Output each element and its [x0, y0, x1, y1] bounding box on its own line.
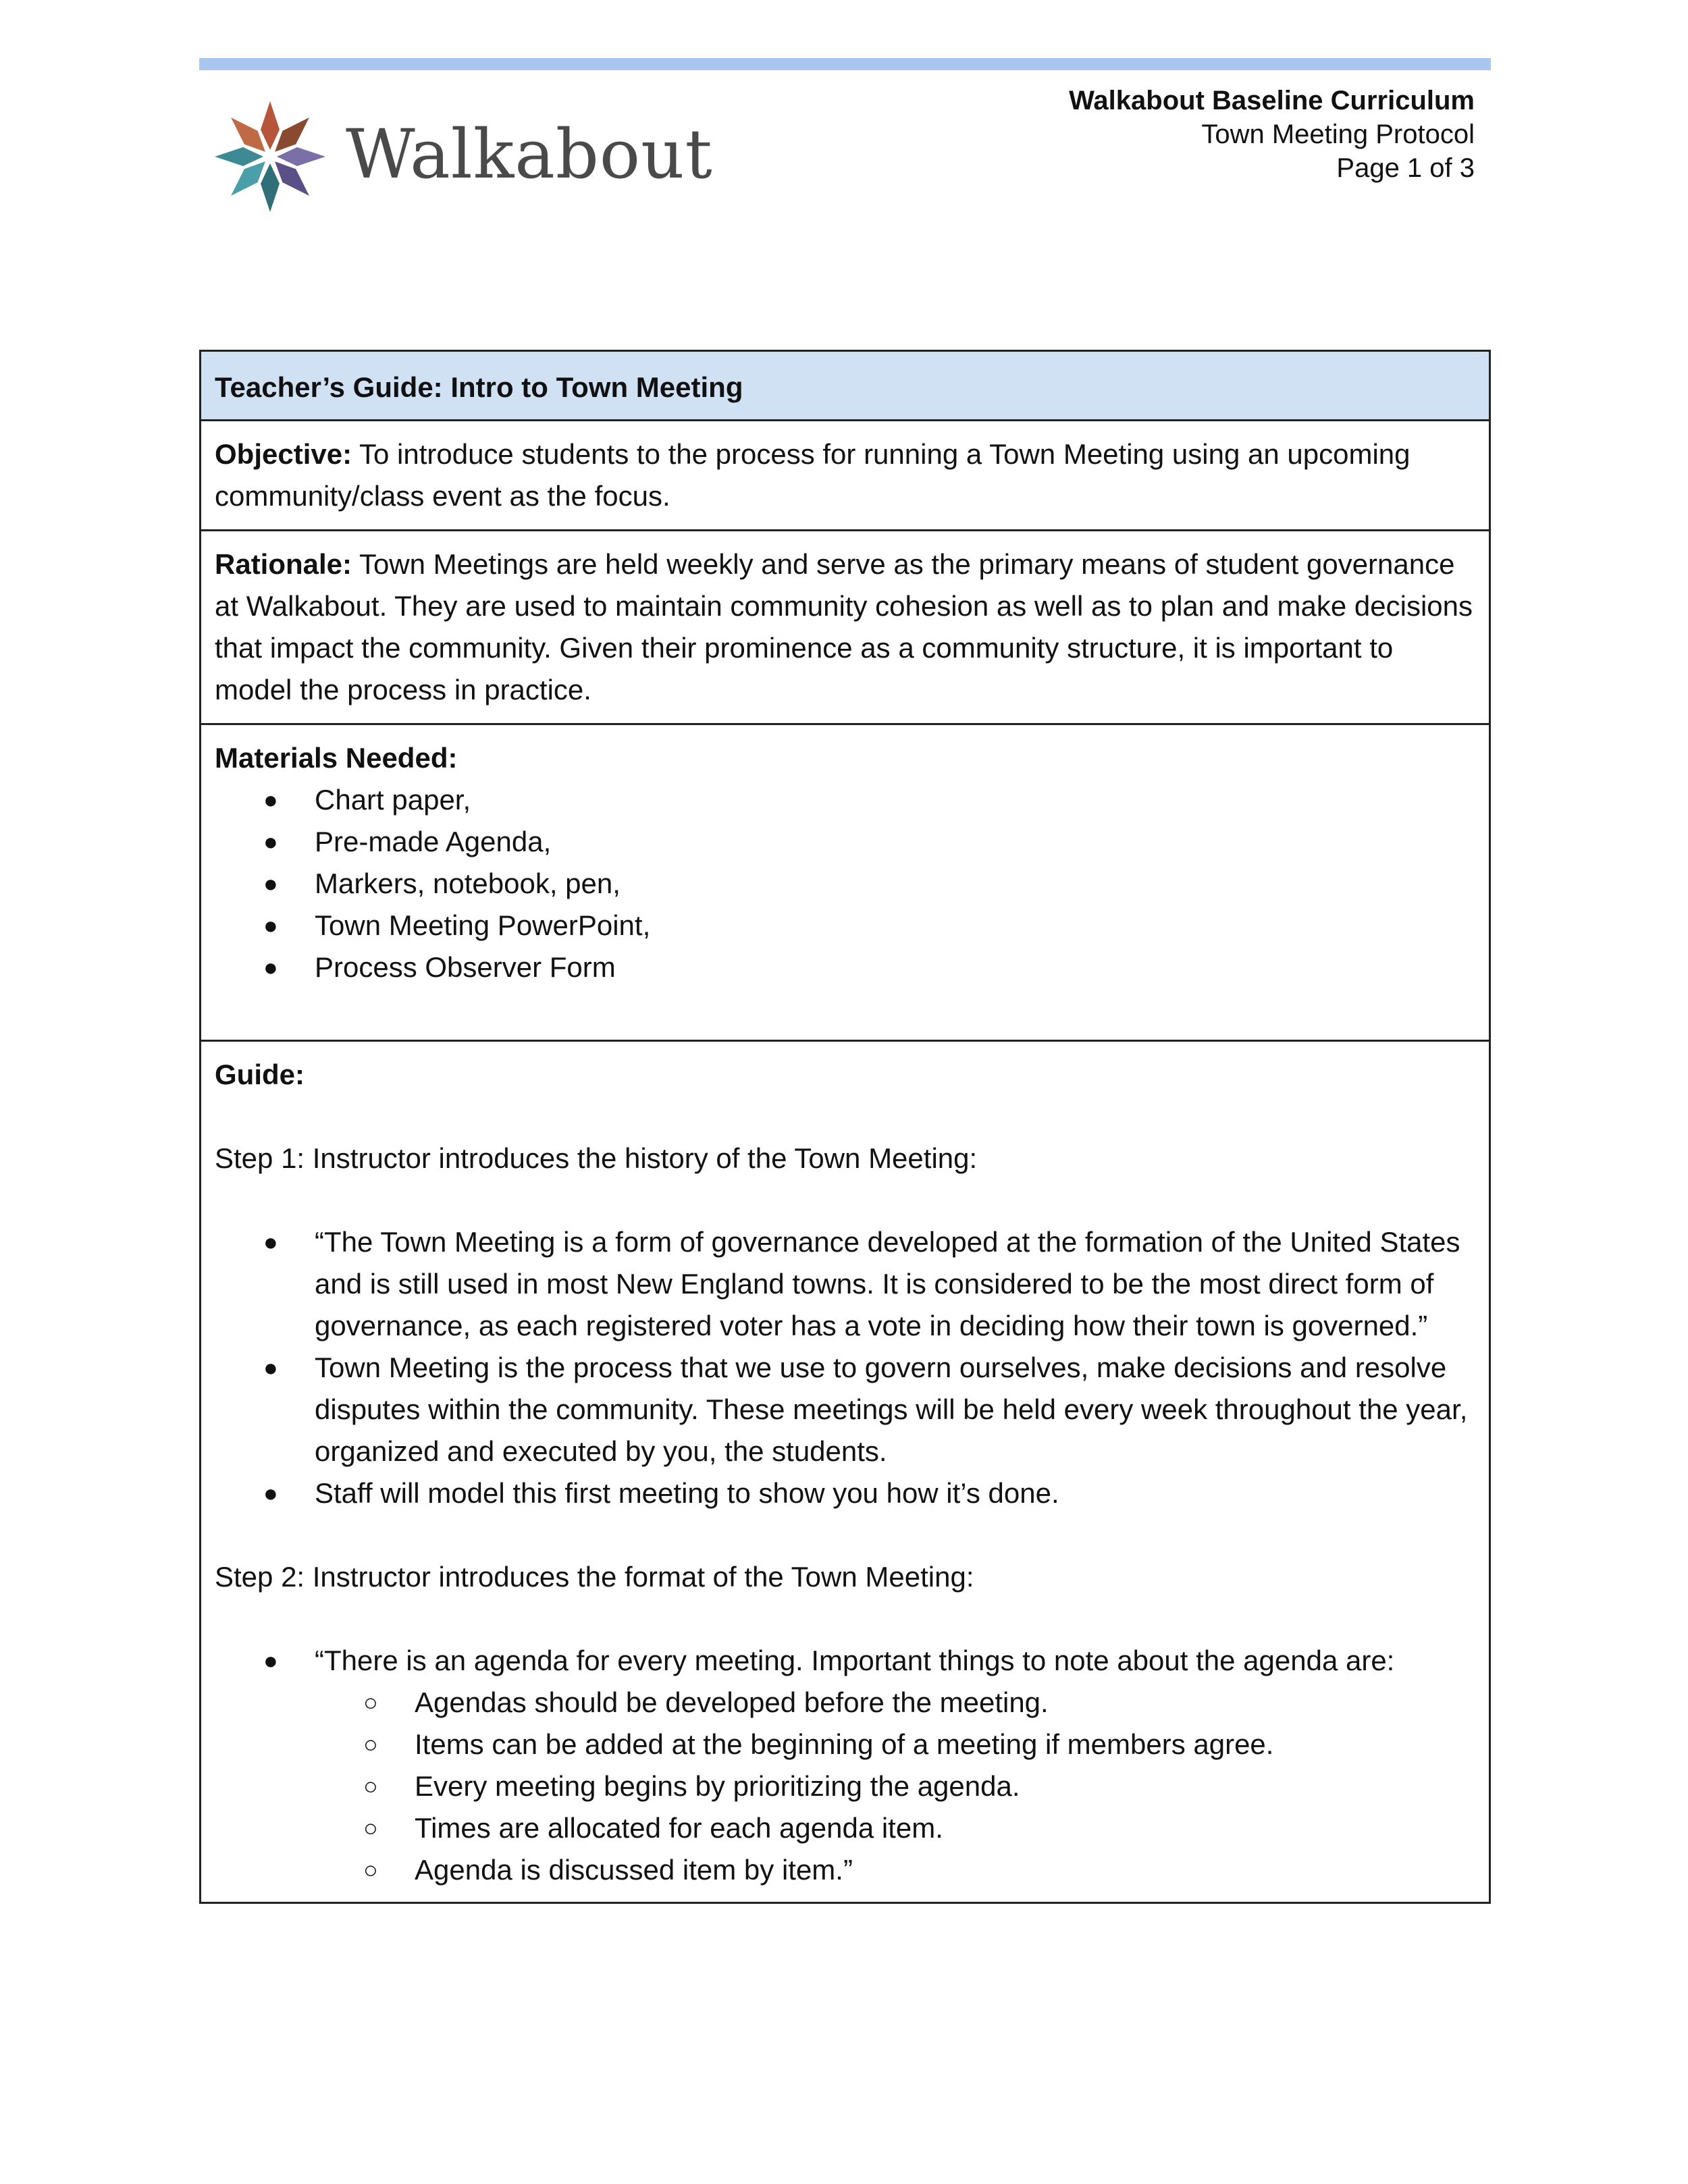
objective-label: Objective: [215, 438, 352, 470]
objective-cell [201, 421, 1489, 531]
list-item: ● Markers, notebook, pen, [215, 863, 1475, 905]
rationale-text: Town Meetings are held weekly and serve as the primary means of student governance at Walkabout. They are used to maintain community cohesion as well as to plan and make decisions that impact the community. Given their prominence as a community structure, it is important to model the process in practice. [215, 548, 1473, 705]
list-item: ○ Agendas should be developed before the meeting. [315, 1682, 1475, 1724]
protocol-title: Town Meeting Protocol [1201, 119, 1475, 149]
list-item: ● Town Meeting PowerPoint, [215, 905, 1475, 947]
step-1-list [215, 1221, 1475, 1514]
list-item: ○ Times are allocated for each agenda item. [315, 1807, 1475, 1849]
objective-text: To introduce students to the process for running a Town Meeting using an upcoming community/class event as the focus. [215, 438, 1410, 512]
logo-petal [261, 101, 280, 150]
curriculum-title: Walkabout Baseline Curriculum [1069, 86, 1475, 115]
list-item: ● “The Town Meeting is a form of governance developed at the formation of the United States and is still used in most New England towns. It is considered to be the most direct form of governance, as each registered voter has a vote in deciding how their town is governed.” [215, 1221, 1475, 1347]
rationale-label: Rationale: [215, 548, 352, 580]
walkabout-logo [211, 95, 713, 216]
materials-cell [201, 725, 1489, 1042]
page-number: Page 1 of 3 [1336, 153, 1475, 183]
list-item: ● Town Meeting is the process that we use to govern ourselves, make decisions and resolve disputes within the community. These meetings will be held every week throughout the year, organized and executed by you, the students. [215, 1347, 1475, 1472]
step-2-list [215, 1640, 1475, 1891]
materials-list [215, 779, 1475, 988]
logo-petal [215, 147, 263, 166]
step-1-text: Step 1: Instructor introduces the history of the Town Meeting: [215, 1142, 978, 1174]
list-item: ● Chart paper, [215, 779, 1475, 821]
list-item: ○ Every meeting begins by prioritizing the agenda. [315, 1765, 1475, 1807]
list-item [215, 1640, 1475, 1891]
logo-petal [277, 147, 325, 166]
compass-star-icon [211, 97, 329, 216]
logo-wordmark: Walkabout [346, 115, 713, 194]
list-item: ● Pre-made Agenda, [215, 821, 1475, 863]
materials-label: Materials Needed: [215, 742, 458, 774]
teacher-guide-table [199, 350, 1491, 1904]
header-rule [199, 58, 1491, 70]
list-item: ○ Agenda is discussed item by item.” [315, 1849, 1475, 1891]
list-item: ● Process Observer Form [215, 947, 1475, 988]
list-item: ● Staff will model this first meeting to show you how it’s done. [215, 1472, 1475, 1514]
rationale-cell [201, 531, 1489, 725]
list-item: ○ Items can be added at the beginning of a meeting if members agree. [315, 1724, 1475, 1765]
agenda-sub-list [315, 1682, 1475, 1891]
guide-label: Guide: [215, 1059, 305, 1090]
logo-petal [261, 163, 280, 212]
agenda-bullet-text: “There is an agenda for every meeting. Important things to note about the agenda are: [315, 1645, 1395, 1676]
guide-cell [201, 1042, 1489, 1902]
table-heading: Teacher’s Guide: Intro to Town Meeting [201, 352, 1489, 421]
document-header [1069, 84, 1475, 185]
step-2-text: Step 2: Instructor introduces the format of the Town Meeting: [215, 1561, 974, 1593]
